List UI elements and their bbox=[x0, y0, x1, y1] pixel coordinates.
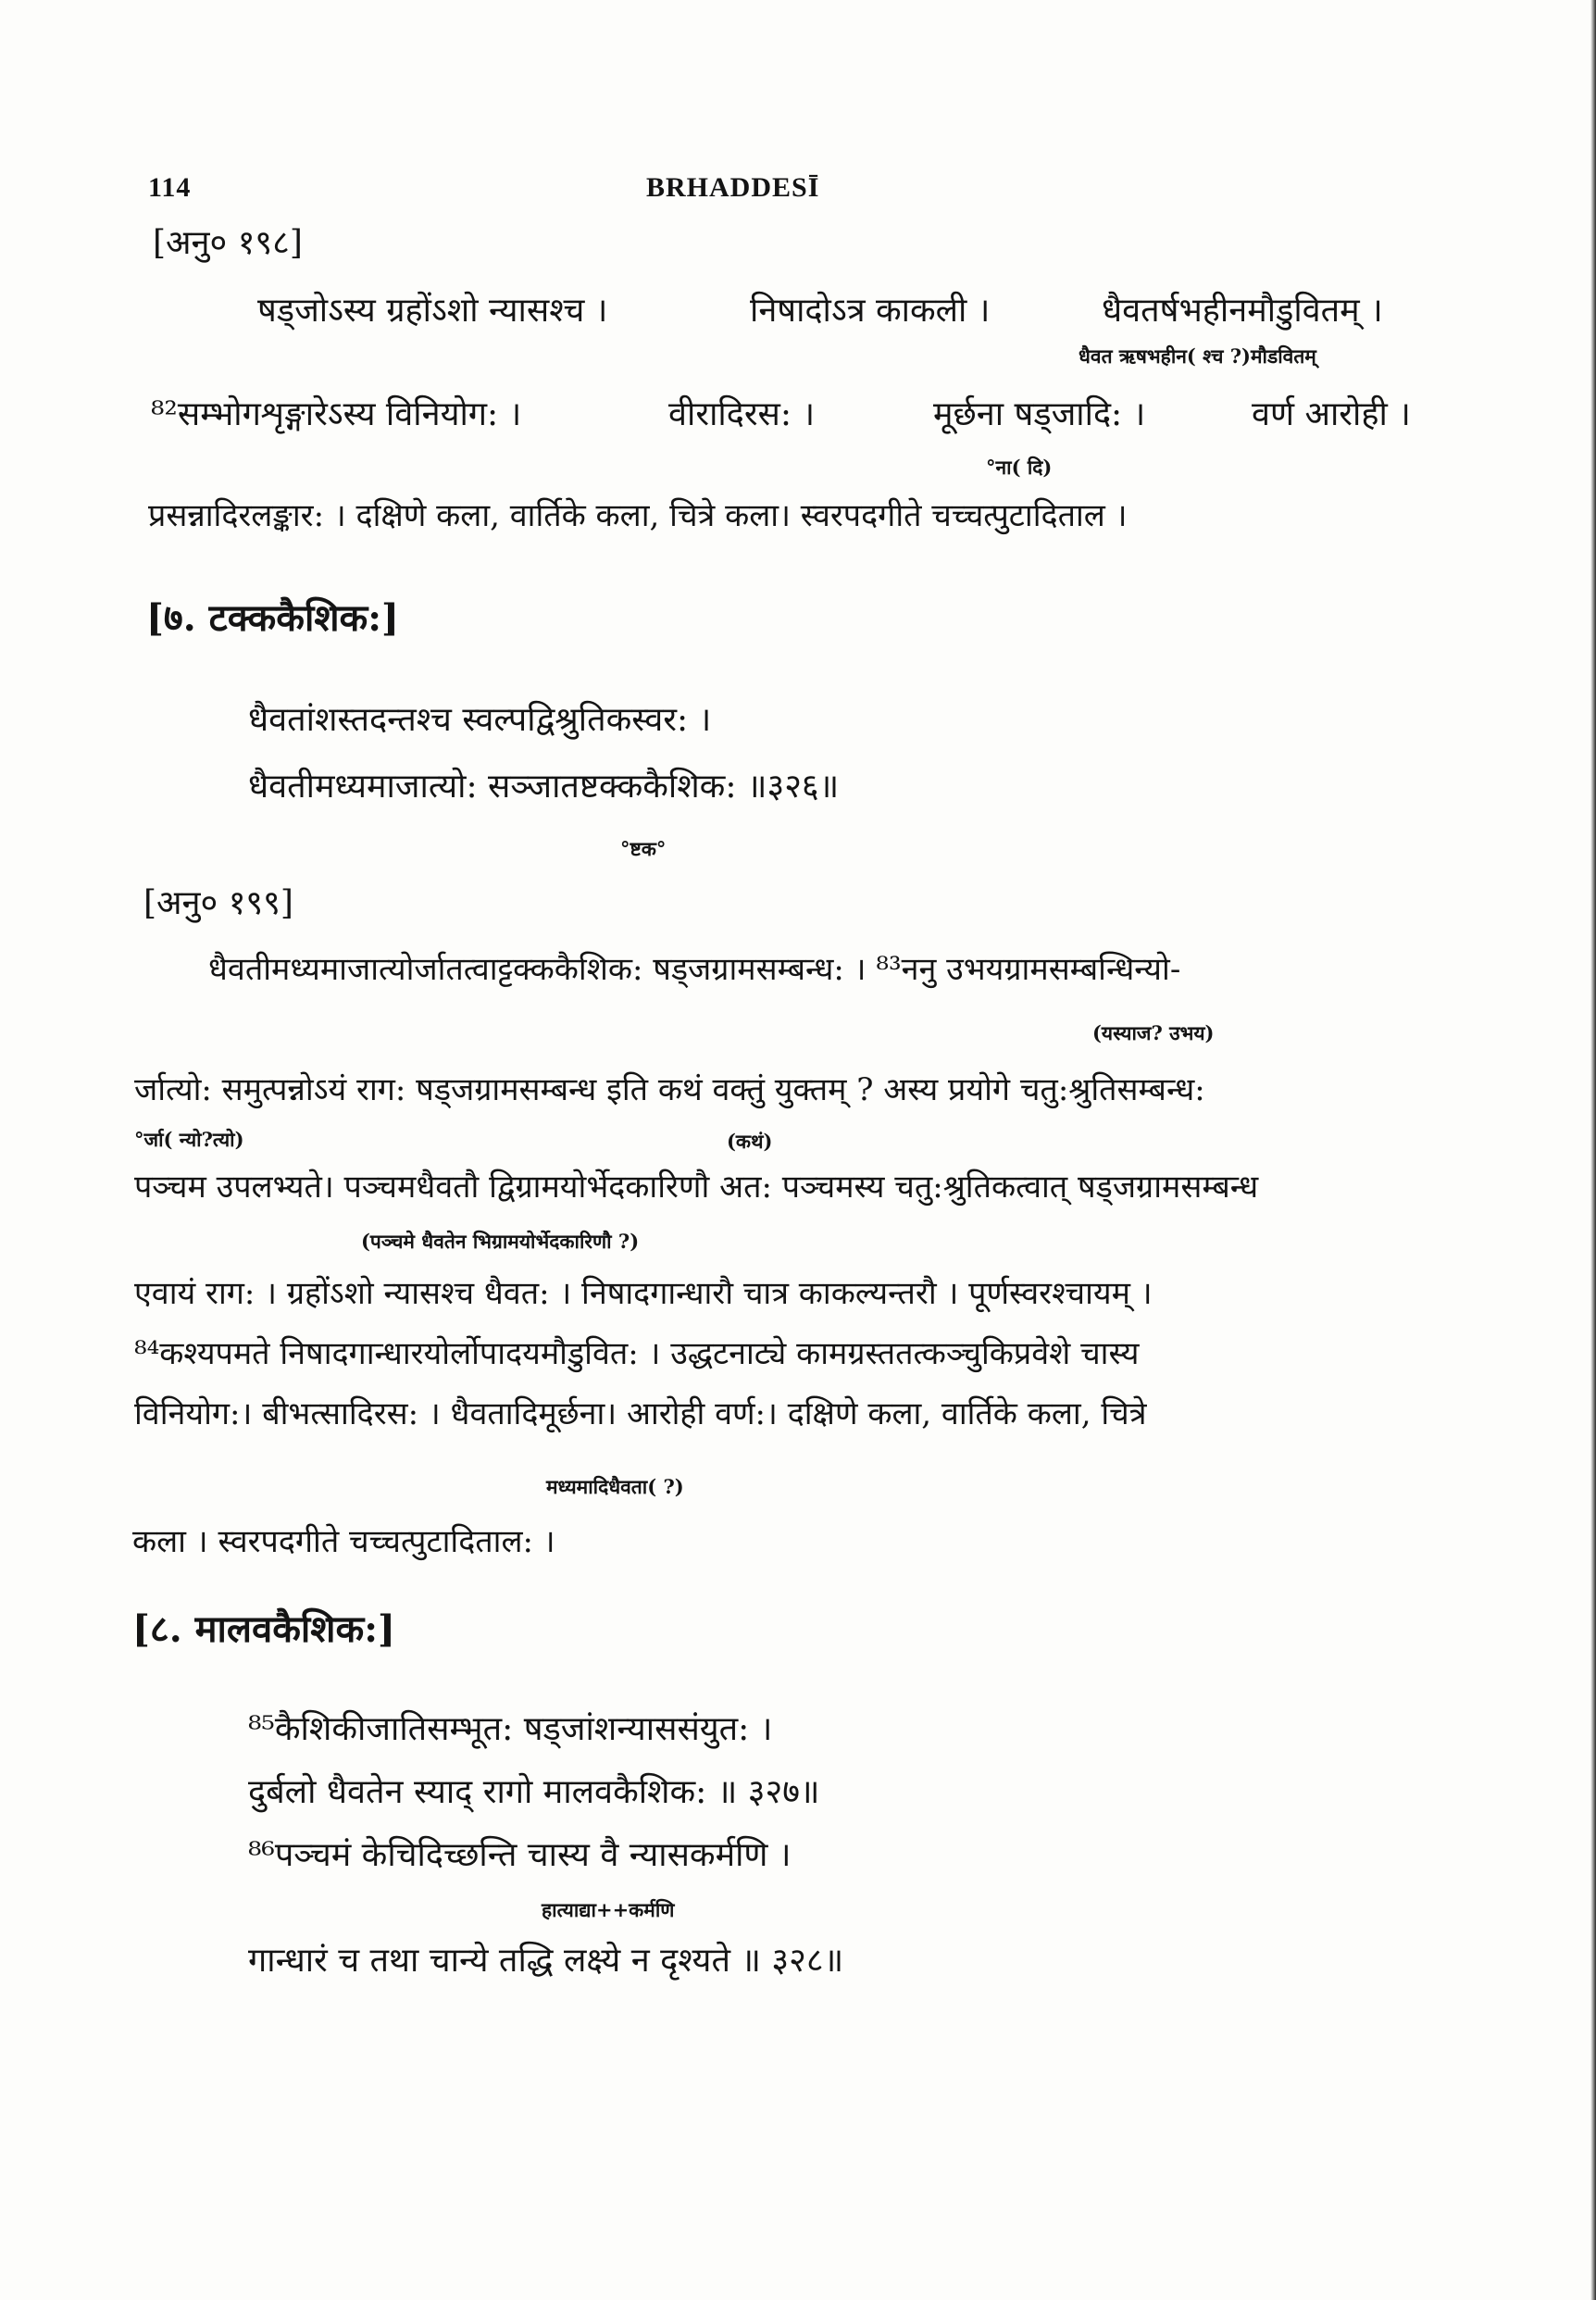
anu-198-line2-d: वर्ण आरोही । bbox=[1252, 395, 1411, 433]
footnote-variant: °र्जा( न्यो?त्यो) bbox=[134, 1128, 244, 1151]
paragraph-line: ⁸⁴कश्यपमते निषादगान्धारयोर्लोपादयमौडुवित: । उद्धटनाट्ये कामग्रस्ततत्कञ्चुकिप्रवेशे चास्य bbox=[134, 1335, 1140, 1372]
anu-198-label: [अनु० १९८] bbox=[153, 224, 303, 262]
footnote-variant: °ना( दि) bbox=[986, 456, 1053, 479]
verse-line: धैवतांशस्तदन्तश्च स्वल्पद्विश्रुतिकस्वर: । bbox=[248, 701, 712, 739]
verse-line: धैवतीमध्यमाजात्यो: सञ्जातष्टक्ककैशिक: ॥३२६॥ bbox=[248, 768, 840, 806]
anu-198-line1-b: निषादोऽत्र काकली । bbox=[750, 292, 991, 330]
footnote-variant: मध्यमादिधैवता( ?) bbox=[546, 1475, 684, 1498]
anu-198-line2-a: ⁸²सम्भोगशृङ्गारेऽस्य विनियोग: । bbox=[151, 395, 522, 433]
paragraph-line: एवायं राग: । ग्रहोंऽशो न्यासश्च धैवत: । निषादगान्धारौ चात्र काकल्यन्तरौ । पूर्णस्वरश्चायम् । bbox=[134, 1275, 1153, 1312]
paragraph-line: विनियोग:। बीभत्सादिरस: । धैवतादिमूर्छना। आरोही वर्ण:। दक्षिणे कला, वार्तिके कला, चित्रे bbox=[134, 1395, 1147, 1432]
anu-198-line2-c: मूर्छना षड्जादि: । bbox=[933, 395, 1146, 433]
verse-line: ⁸⁶पञ्चमं केचिदिच्छन्ति चास्य वै न्यासकर्मणि । bbox=[248, 1836, 792, 1874]
anu-198-line1-a: षड्जोऽस्य ग्रहोंऽशो न्यासश्च । bbox=[257, 292, 608, 330]
paragraph-line: र्जात्यो: समुत्पन्नोऽयं राग: षड्जग्रामसम्बन्ध इति कथं वक्तुं युक्तम् ? अस्य प्रयोगे चतु:श्रुतिसम्बन्ध: bbox=[134, 1071, 1205, 1108]
paragraph-line: धैवतीमध्यमाजात्योर्जातत्वाट्टक्ककैशिक: षड्जग्रामसम्बन्ध: । ⁸³ननु उभयग्रामसम्बन्धिन्यो- bbox=[208, 951, 1181, 988]
anu-198-line1-c: धैवतर्षभहीनमौडुवितम् । bbox=[1102, 292, 1383, 330]
anu-198-line3: प्रसन्नादिरलङ्कार: । दक्षिणे कला, वार्तिके कला, चित्रे कला। स्वरपदगीते चच्चत्पुटादिताल । bbox=[148, 497, 1128, 534]
section-7-title: [७. टक्ककैशिक:] bbox=[146, 596, 399, 640]
running-title: BRHADDESĪ bbox=[646, 172, 820, 203]
footnote-variant: (कथं) bbox=[727, 1130, 773, 1153]
verse-line: गान्धारं च तथा चान्ये तद्धि लक्ष्ये न दृश्यते ॥ ३२८॥ bbox=[248, 1942, 844, 1980]
footnote-variant: धैवत ऋषभहीन( श्च ?)मौडवितम् bbox=[1079, 344, 1316, 368]
verse-line: ⁸⁵कैशिकीजातिसम्भूत: षड्जांशन्याससंयुत: । bbox=[248, 1710, 773, 1748]
verse-line: दुर्बलो धैवतेन स्याद् रागो मालवकैशिक: ॥ ३२७॥ bbox=[248, 1773, 820, 1811]
footnote-variant: हात्याद्या++कर्मणि bbox=[542, 1898, 675, 1921]
page-number: 114 bbox=[148, 172, 192, 203]
paragraph-line: कला । स्वरपदगीते चच्चत्पुटादिताल: । bbox=[132, 1523, 555, 1560]
paragraph-line: पञ्चम उपलभ्यते। पञ्चमधैवतौ द्विग्रामयोर्भेदकारिणौ अत: पञ्चमस्य चतु:श्रुतिकत्वात् षड्जग्रामसम्बन्ध bbox=[134, 1169, 1259, 1206]
anu-198-line2-b: वीरादिरस: । bbox=[668, 395, 816, 433]
section-8-title: [८. मालवकैशिक:] bbox=[132, 1607, 395, 1651]
footnote-variant: °ष्टक° bbox=[620, 837, 667, 860]
scan-edge bbox=[1590, 0, 1596, 2300]
footnote-variant: (यस्याज? उभय) bbox=[1092, 1021, 1215, 1044]
anu-199-label: [अनु० १९९] bbox=[143, 884, 293, 922]
footnote-variant: (पञ्चमे धैवतेन भिग्रामयोर्भेदकारिणौ ?) bbox=[361, 1230, 640, 1253]
